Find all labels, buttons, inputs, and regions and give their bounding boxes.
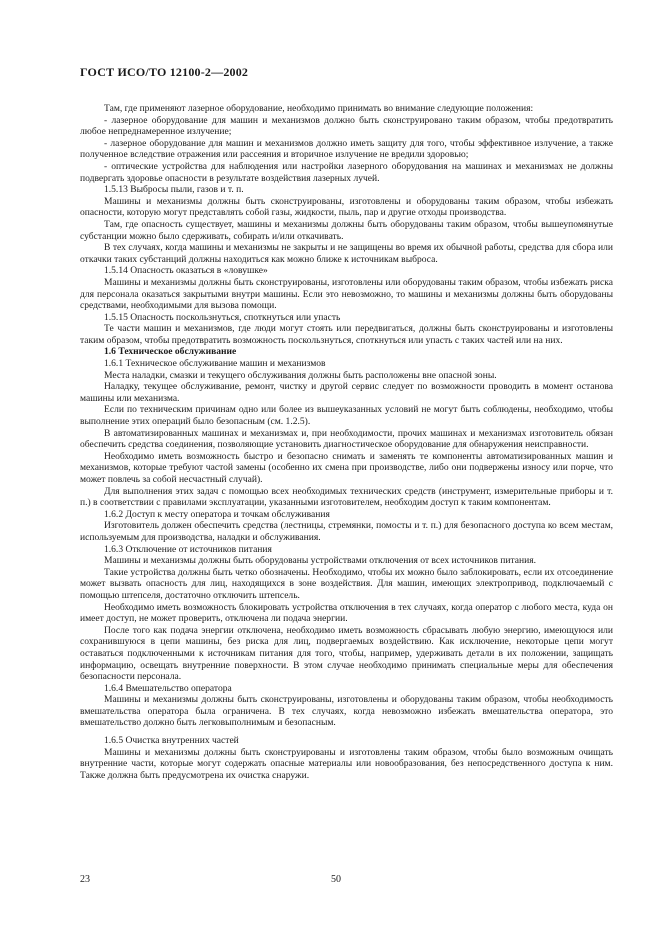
footer-left-number: 23 (80, 874, 90, 885)
document-body (80, 103, 613, 781)
paragraph: 1.6 Техническое обслуживание (104, 346, 237, 358)
paragraph: В автоматизированных машинах и механизмах и, при необходимости, прочих машинах и механизмах изготовитель обязан обеспечить средства соединения, позволяющие установить диагностическое оборудование для обнаружения неисправности. (80, 427, 613, 451)
paragraph: 1.6.4 Вмешательство оператора (104, 682, 232, 694)
paragraph: После того как подача энергии отключена, необходимо иметь возможность сбрасывать любую энергию, имеющуюся или сохранившуюся в цепи машины, без риска для лиц, подвергаемых воздействию. Как исключение, некоторые цепи могут оставаться подключенными к источникам питания для того, чтобы, например, удерживать детали в их положении, защищать информацию, освещать внутренние поверхности. В этом случае необходимо принимать специальные меры для обеспечения безопасности персонала. (80, 624, 613, 683)
document-header: ГОСТ ИСО/ТО 12100-2—2002 (80, 65, 249, 79)
paragraph: Такие устройства должны быть четко обозначены. Необходимо, чтобы их можно было заблокировать, если их отсоединение может вызвать опасность для лиц, находящихся в зоне воздействия. Для машин, имеющих электропривод, подключаемый с помощью штепселя, достаточно отключить штепсель. (80, 566, 613, 601)
paragraph: Те части машин и механизмов, где люди могут стоять или передвигаться, должны быть сконструированы и изготовлены таким образом, чтобы предотвратить возможность поскользнуться, споткнуться или упасть с таких частей или на них. (80, 323, 613, 346)
paragraph: Необходимо иметь возможность блокировать устройства отключения в тех случаях, когда оператор с любого места, куда он имеет доступ, не может проверить, отключена ли подача энергии. (80, 601, 613, 625)
paragraph: Места наладки, смазки и текущего обслуживания должны быть расположены вне опасной зоны. (104, 369, 497, 381)
paragraph: 1.6.3 Отключение от источников питания (104, 543, 272, 555)
paragraph: Машины и механизмы должны быть сконструированы, изготовлены или оборудованы таким образом, чтобы избежать риска для персонала оказаться закрытыми внутри машины. Если это невозможно, то машины и механизмы должны быть оборудованы средствами, необходимыми для вызова помощи. (80, 276, 613, 312)
paragraph: Если по техническим причинам одно или более из вышеуказанных условий не могут быть соблюдены, необходимо, чтобы выполнение этих операций было безопасным (см. 1.2.5). (80, 404, 613, 428)
paragraph: Машины и механизмы должны быть сконструированы, изготовлены и оборудованы таким образом, чтобы избежать опасности, которую могут представлять собой газы, жидкости, пыль, пар и другие отходы производства. (80, 195, 613, 219)
paragraph: Изготовитель должен обеспечить средства (лестницы, стремянки, помосты и т. п.) для безопасного доступа ко всем местам, используемым для производства, наладки и обслуживания. (80, 520, 613, 543)
page-number: 50 (331, 874, 341, 885)
paragraph: Машины и механизмы должны быть сконструированы, изготовлены и оборудованы таким образом, чтобы необходимость вмешательства оператора была ограничена. В тех случаях, когда невозможно избежать вмешательства оператора, это вмешательство должно быть легковыполнимым и безопасным. (80, 694, 613, 729)
paragraph: Там, где применяют лазерное оборудование, необходимо принимать во внимание следующие положения: (104, 103, 534, 114)
paragraph: Там, где опасность существует, машины и механизмы должны быть оборудованы таким образом, чтобы вышеупомянутые субстанции можно было сдерживать, собирать и/или откачивать. (80, 218, 613, 242)
paragraph: 1.6.2 Доступ к месту оператора и точкам обслуживания (104, 508, 330, 520)
paragraph: Необходимо иметь возможность быстро и безопасно снимать и заменять те компоненты автоматизированных машин и механизмов, которые требуют частой замены (особенно их смена при производстве, либо они подвержены износу или порче, что может повлечь за собой несчастный случай). (80, 450, 613, 485)
paragraph: 1.5.13 Выбросы пыли, газов и т. п. (104, 184, 244, 196)
paragraph: Для выполнения этих задач с помощью всех необходимых технических средств (инструмент, измерительные приборы и т. п.) в соответствии с правилами эксплуатации, указанными изготовителем, необходим доступ к таким компонентам. (80, 485, 613, 509)
paragraph: 1.5.14 Опасность оказаться в «ловушке» (104, 265, 268, 277)
paragraph: Машины и механизмы должны быть сконструированы и изготовлены таким образом, чтобы было возможным очищать внутренние части, которые могут содержать опасные материалы или новообразования, без непосредственного доступа к ним. Также должна быть предусмотрена их очистка снаружи. (80, 746, 613, 781)
paragraph: 1.6.5 Очистка внутренних частей (104, 735, 239, 747)
paragraph: - лазерное оборудование для машин и механизмов должно быть сконструировано таким образом, чтобы предотвратить любое непреднамеренное излучение; (80, 114, 613, 138)
paragraph: Машины и механизмы должны быть оборудованы устройствами отключения от всех источников питания. (104, 555, 537, 567)
paragraph: - оптические устройства для наблюдения или настройки лазерного оборудования на машинах и механизмах не должны подвергать здоровье опасности в результате воздействия лазерных лучей. (80, 160, 613, 184)
paragraph: 1.5.15 Опасность поскользнуться, споткнуться или упасть (104, 311, 341, 323)
paragraph: 1.6.1 Техническое обслуживание машин и механизмов (104, 358, 326, 370)
paragraph: В тех случаях, когда машины и механизмы не закрыты и не защищены во время их обычной работы, средства для сбора или откачки таких субстанций должны находиться как можно ближе к источникам выброса. (80, 242, 613, 265)
paragraph: - лазерное оборудование для машин и механизмов должно иметь защиту для того, чтобы эффективное излучение, а также полученное вследствие отражения или рассеяния и вторичное излучение не вредили здоровью; (80, 137, 613, 161)
paragraph: Наладку, текущее обслуживание, ремонт, чистку и другой сервис следует по возможности проводить в момент останова машины или механизма. (80, 381, 613, 404)
